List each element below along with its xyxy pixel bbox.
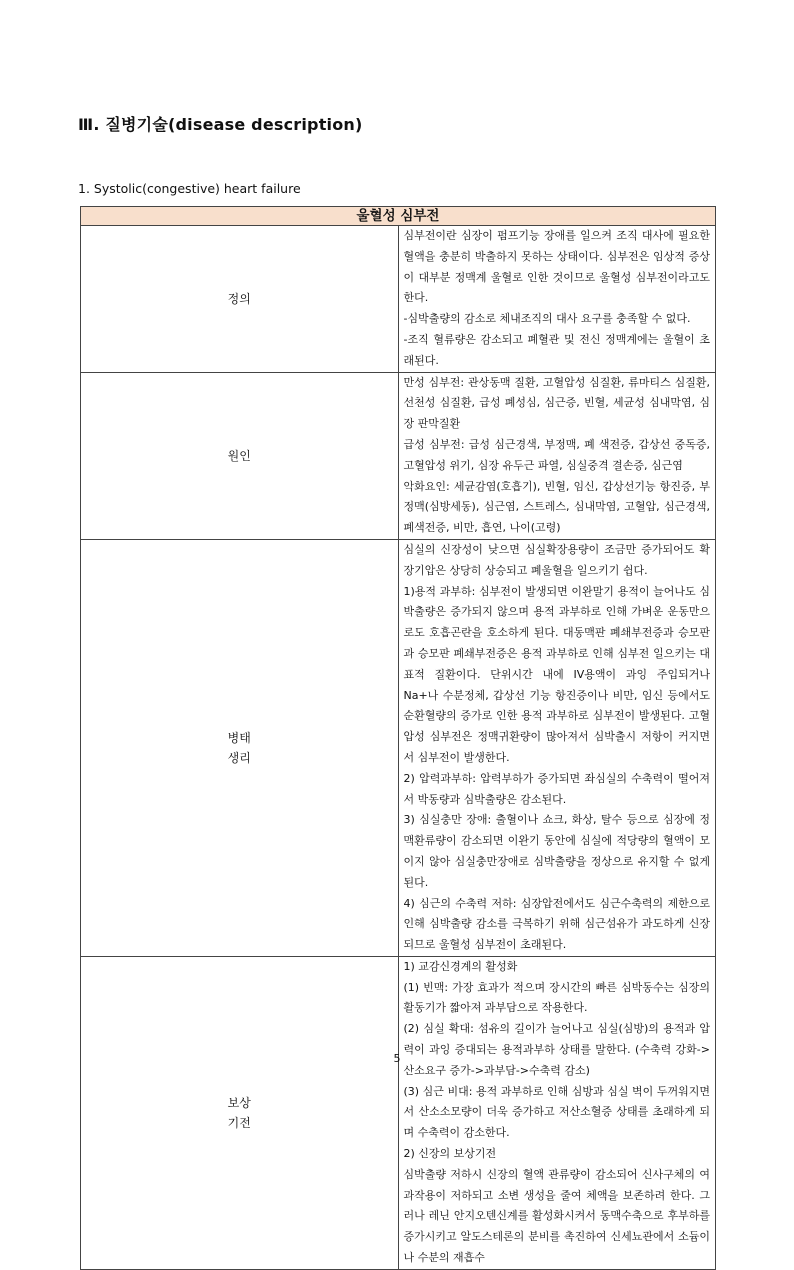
- paragraph: 심실의 신장성이 낮으면 심실확장용량이 조금만 증가되어도 확장기압은 상당히 상승되고 폐울혈을 일으키기 쉽다.: [403, 542, 710, 577]
- row-label-definition: [81, 226, 399, 373]
- page-number: 5: [393, 1052, 401, 1065]
- table-row-cause: [81, 372, 716, 539]
- paragraph: 1) 교감신경계의 활성화: [403, 959, 518, 973]
- row-label-compensation: [81, 956, 399, 1269]
- paragraph: 만성 심부전: 관상동맥 질환, 고혈압성 심질환, 류마티스 심질환, 선천성 심질환, 급성 폐성심, 심근증, 빈혈, 세균성 심내막염, 심장 판막질환: [403, 375, 710, 431]
- row-content-pathophysiology: [398, 539, 716, 956]
- disease-table: [80, 206, 716, 1270]
- table-header-row: [81, 207, 716, 226]
- paragraph: (3) 심근 비대: 용적 과부하로 인해 심방과 심실 벽이 두꺼워지면서 산소소모량이 더욱 증가하고 저산소혈증 상태를 초래하게 되며 수축력이 감소한다.: [403, 1084, 710, 1140]
- row-label-line: 보상: [227, 1095, 251, 1110]
- row-label-line: 병태: [227, 730, 251, 745]
- paragraph: 심부전이란 심장이 펌프기능 장애를 일으켜 조직 대사에 필요한 혈액을 충분히 박출하지 못하는 상태이다. 심부전은 임상적 증상이 대부분 정맥계 울혈로 인한 것이므로 울혈성 심부전이라고도 한다.: [403, 229, 710, 305]
- subsection-title: 1. Systolic(congestive) heart failure: [78, 181, 301, 196]
- paragraph: 4) 심근의 수축력 저하: 심장압전에서도 심근수축력의 제한으로 인해 심박출량 감소를 극복하기 위해 심근섬유가 과도하게 신장되므로 울혈성 심부전이 초래된다.: [403, 896, 710, 952]
- row-content-compensation: [398, 956, 716, 1269]
- row-content-definition: [398, 226, 716, 373]
- row-label: 정의: [227, 291, 251, 306]
- table-header: 울혈성 심부전: [81, 207, 716, 226]
- paragraph: (1) 빈맥: 가장 효과가 적으며 장시간의 빠른 심박동수는 심장의 활동기가 짧아져 과부담으로 작용한다.: [403, 980, 710, 1015]
- section-title: Ⅲ. 질병기술(disease description): [78, 115, 363, 134]
- paragraph: -심박출량의 감소로 체내조직의 대사 요구를 충족할 수 없다.: [403, 312, 691, 326]
- table-row-definition: [81, 226, 716, 373]
- row-label-line: 생리: [227, 750, 251, 765]
- row-label-cause: [81, 372, 399, 539]
- paragraph: (2) 심실 확대: 섬유의 길이가 늘어나고 심실(심방)의 용적과 압력이 과잉 증대되는 용적과부하 상태를 말한다. (수축력 강화->산소요구 증가->과부담->수축력 감소): [403, 1022, 710, 1077]
- paragraph: 3) 심실충만 장애: 출혈이나 쇼크, 화상, 탈수 등으로 심장에 정맥환류량이 감소되면 이완기 동안에 심실에 적당량의 혈액이 모이지 않아 심실충만장애로 심박출량을 정상으로 유지할 수 없게 된다.: [403, 813, 710, 889]
- table-row-compensation: [81, 956, 716, 1269]
- row-label-line: 기전: [227, 1115, 251, 1130]
- row-content-cause: [398, 372, 716, 539]
- row-label: 원인: [227, 448, 251, 463]
- paragraph: 악화요인: 세균감염(호흡기), 빈혈, 임신, 갑상선기능 항진증, 부정맥(심방세동), 심근염, 스트레스, 심내막염, 고혈압, 심근경색, 폐색전증, 비만, 흡연, 나이(고령): [403, 479, 710, 535]
- row-label-pathophysiology: [81, 539, 399, 956]
- paragraph: -조직 혈류량은 감소되고 폐혈관 및 전신 정맥계에는 울혈이 초래된다.: [403, 332, 710, 367]
- paragraph: 심박출량 저하시 신장의 혈액 관류량이 감소되어 신사구체의 여과작용이 저하되고 소변 생성을 줄여 체액을 보존하려 한다. 그러나 레닌 안지오텐신계를 활성화시켜서 동맥수축으로 후부하를 증가시키고 알도스테론의 분비를 촉진하여 신세뇨관에서 소듐이나 수분의 재흡수: [403, 1167, 710, 1265]
- paragraph: 1)용적 과부하: 심부전이 발생되면 이완말기 용적이 늘어나도 심박출량은 증가되지 않으며 용적 과부하로 인해 가벼운 운동만으로도 호흡곤란을 호소하게 된다. 대동맥판 폐쇄부전증과 승모판과 승모판 폐쇄부전증은 용적 과부하로 인해 심부전 일으키는 대표적 질환이다. 단위시간 내에 IV용액이 과잉 주입되거나 Na+나 수분정체, 갑상선 기능 항진증이나 비만, 임신 등에서도 순환혈량의 증가로 인한 용적 과부하로 심부전이 발생된다. 고혈압성 심부전은 정맥귀환량이 많아져서 심박출시 저항이 커지면서 심부전이 발생한다.: [403, 584, 710, 764]
- paragraph: 2) 신장의 보상기전: [403, 1147, 497, 1161]
- table-row-pathophysiology: [81, 539, 716, 956]
- paragraph: 급성 심부전: 급성 심근경색, 부정맥, 폐 색전증, 갑상선 중독증, 고혈압성 위기, 심장 유두근 파열, 심실중격 결손증, 심근염: [403, 437, 710, 472]
- paragraph: 2) 압력과부하: 압력부하가 증가되면 좌심실의 수축력이 떨어져서 박동량과 심박출량은 감소된다.: [403, 771, 710, 806]
